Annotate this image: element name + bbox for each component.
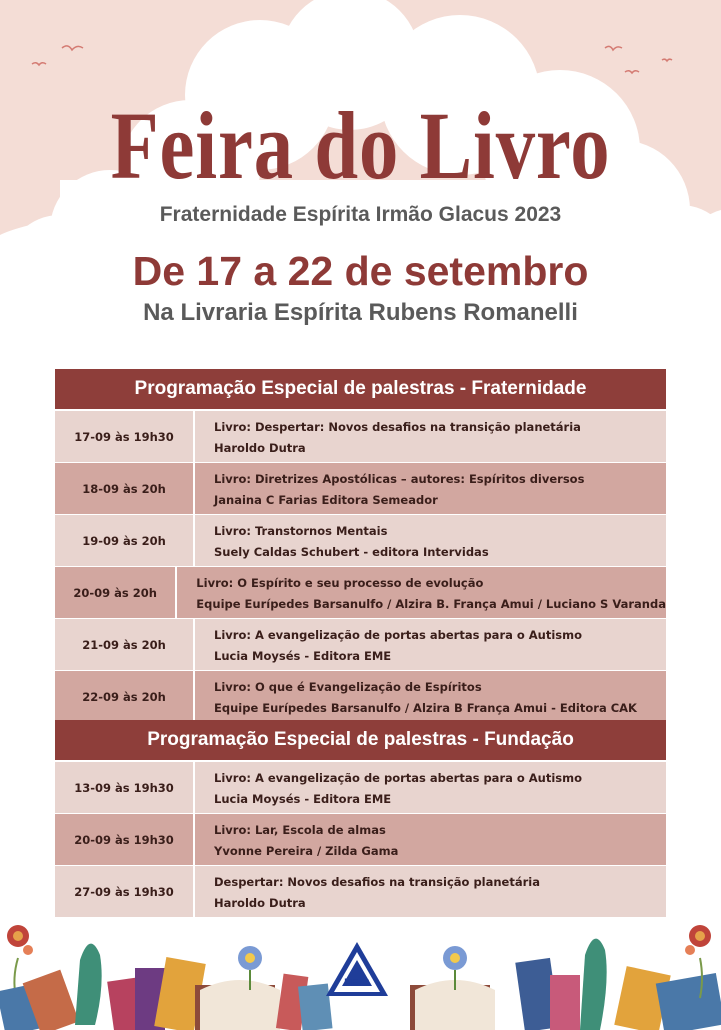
row-book: Livro: A evangelização de portas abertas para o Autismo — [214, 628, 583, 642]
row-book: Livro: Lar, Escola de almas — [214, 823, 386, 837]
row-author: Janaina C Farias Editora Semeador — [214, 493, 438, 507]
section-header-fundacao: Programação Especial de palestras - Fundação — [55, 720, 666, 760]
row-date: 17-09 às 19h30 — [55, 411, 195, 462]
feig-logo-text: FEIG — [344, 977, 370, 989]
row-book: Livro: O que é Evangelização de Espíritos — [214, 680, 482, 694]
table-row — [55, 515, 666, 566]
row-book: Despertar: Novos desafios na transição planetária — [214, 875, 540, 889]
table-row — [55, 411, 666, 462]
row-date: 19-09 às 20h — [55, 515, 195, 566]
table-row — [55, 814, 666, 865]
table-row — [55, 762, 666, 813]
event-dates: De 17 a 22 de setembro — [132, 248, 589, 294]
table-row — [55, 463, 666, 514]
row-date: 13-09 às 19h30 — [55, 762, 195, 813]
row-author: Yvonne Pereira / Zilda Gama — [214, 844, 399, 858]
row-date: 20-09 às 19h30 — [55, 814, 195, 865]
row-author: Lucia Moysés - Editora EME — [214, 792, 392, 806]
row-date: 21-09 às 20h — [55, 619, 195, 670]
table-row — [55, 671, 666, 722]
row-book: Livro: O Espírito e seu processo de evolução — [196, 576, 484, 590]
row-author: Equipe Eurípedes Barsanulfo / Alzira B França Amui - Editora CAK — [214, 701, 637, 715]
event-location: Na Livraria Espírita Rubens Romanelli — [143, 299, 578, 326]
main-title: Feira do Livro — [110, 92, 611, 199]
row-book: Livro: Diretrizes Apostólicas – autores: Espíritos diversos — [214, 472, 585, 486]
row-date: 18-09 às 20h — [55, 463, 195, 514]
table-row — [55, 866, 666, 917]
table-row — [55, 619, 666, 670]
row-author: Haroldo Dutra — [214, 896, 306, 910]
row-date: 20-09 às 20h — [55, 567, 177, 618]
row-book: Livro: A evangelização de portas abertas para o Autismo — [214, 771, 583, 785]
section-header-fraternidade: Programação Especial de palestras - Fraternidade — [55, 369, 666, 409]
row-date: 27-09 às 19h30 — [55, 866, 195, 917]
organization-subtitle: Fraternidade Espírita Irmão Glacus 2023 — [159, 203, 562, 226]
row-author: Suely Caldas Schubert - editora Intervidas — [214, 545, 489, 559]
row-author: Equipe Eurípedes Barsanulfo / Alzira B. França Amui / Luciano S Varanda — [196, 597, 666, 611]
row-book: Livro: Transtornos Mentais — [214, 524, 388, 538]
row-book: Livro: Despertar: Novos desafios na transição planetária — [214, 420, 581, 434]
row-author: Haroldo Dutra — [214, 441, 306, 455]
row-date: 22-09 às 20h — [55, 671, 195, 722]
row-author: Lucia Moysés - Editora EME — [214, 649, 392, 663]
table-row — [55, 567, 666, 618]
